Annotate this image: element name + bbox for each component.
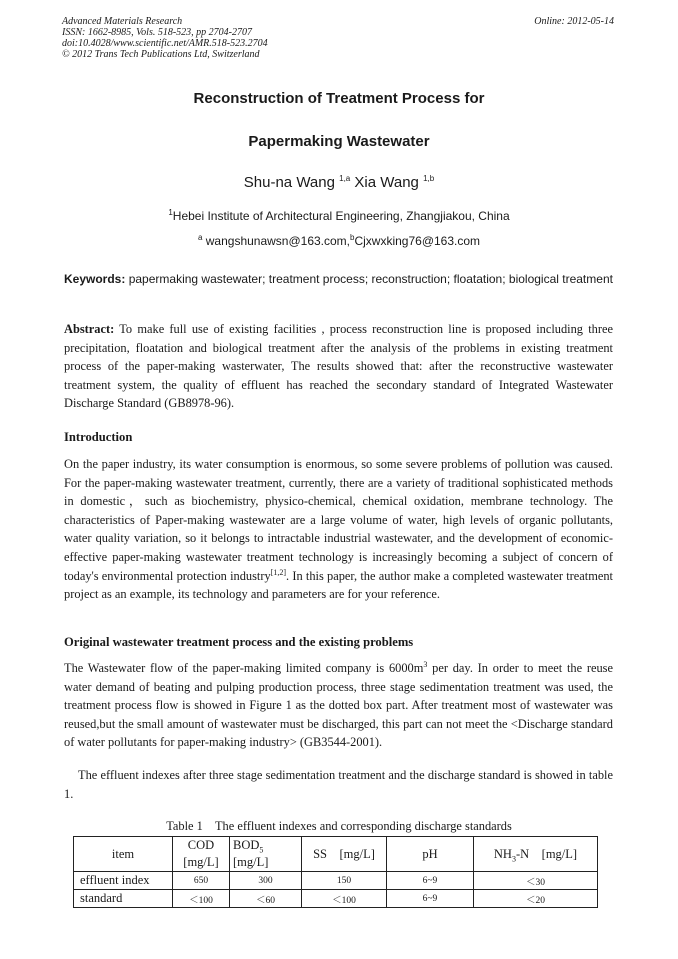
table-caption: Table 1 The effluent indexes and corresponding discharge standards [166, 819, 512, 833]
issn-line: ISSN: 1662-8985, Vols. 518-523, pp 2704-2707 [62, 27, 252, 38]
abstract-label: Abstract: [64, 322, 115, 336]
online-date: Online: 2012-05-14 [534, 16, 614, 27]
cell-ph: 6~9 [387, 872, 474, 890]
doi-line: doi:10.4028/www.scientific.net/AMR.518-523.2704 [62, 38, 268, 49]
header-ss: SS [mg/L] [302, 837, 387, 872]
cell-ss: 150 [302, 872, 387, 890]
effluent-table [73, 836, 598, 908]
cell-nh3n: ＜30 [474, 872, 598, 890]
paper-title-line2: Papermaking Wastewater [248, 133, 430, 150]
section2-paragraph-1 [64, 659, 613, 752]
introduction-text: On the paper industry, its water consumption is enormous, so some severe problems of pollution was caused. For the paper-making wastewater treatment, currently, there are a variety of traditional sophisticated methods in domestic，such as biochemistry, physico-chemical, chemical oxidation, membrane technology. The characteristics of Paper-making wastewater are a large volume of water, high levels of organic pollutants, water quality variation, so it belongs to intractable industrial wastewater, and the development of economic-effective paper-making wastewater treatment technology is increasingly becoming a subject of concern of today's environmental protection industry [64, 457, 613, 583]
keywords-text: papermaking wastewater; treatment process; reconstruction; floatation; biological treatment [128, 272, 613, 286]
cell-ph: 6~9 [387, 890, 474, 908]
cell-bod: ＜60 [230, 890, 302, 908]
introduction-text-end: . In this paper, the author make a completed wastewater treatment project as an example, its technology and parameters are for your reference. [64, 568, 613, 602]
header-bod-unit: [mg/L] [233, 855, 269, 869]
table-row [74, 890, 598, 908]
header-item: item [74, 837, 173, 872]
section2-text-2: The effluent indexes after three stage sedimentation treatment and the discharge standard is showed in table 1. [64, 768, 613, 801]
header-cod-unit: [mg/L] [183, 855, 219, 869]
row-item-label: standard [74, 890, 173, 908]
affiliation-text: Hebei Institute of Architectural Engineering, Zhangjiakou, China [172, 209, 510, 223]
section2-paragraph-2 [64, 766, 613, 803]
row-item-label: effluent index [74, 872, 173, 890]
cubic-superscript: 3 [423, 659, 428, 669]
header-cod-label: COD [187, 838, 215, 852]
author-1-affiliation-mark: 1,a [339, 174, 351, 183]
introduction-heading: Introduction [64, 430, 133, 444]
email-b-mark: b [350, 233, 355, 242]
cell-cod: ＜100 [173, 890, 230, 908]
cell-nh3n: ＜20 [474, 890, 598, 908]
abstract-text: To make full use of existing facilities , process reconstruction line is proposed including three precipitation, floatation and biological treatment after the analysis of the problems in existing treatment process of the paper-making wasterwater, The results showed that: after the reconstructive wastewater treatment system, the quality of effluent has reached the secondary standard of Integrated Wastewater Discharge Standard (GB8978-96). [64, 322, 613, 411]
paper-title-line1: Reconstruction of Treatment Process for [193, 90, 485, 107]
cell-bod: 300 [230, 872, 302, 890]
affiliation-mark: 1 [168, 208, 173, 217]
author-2-affiliation-mark: 1,b [423, 174, 435, 183]
section-heading-original-process: Original wastewater treatment process and the existing problems [64, 635, 414, 649]
email-a-mark: a [197, 233, 203, 242]
table-header-row [74, 837, 598, 872]
author-2: Xia Wang [354, 174, 419, 191]
introduction-paragraph [64, 455, 613, 604]
keywords-label: Keywords: [64, 272, 126, 286]
cell-cod: 650 [173, 872, 230, 890]
affiliation-line [0, 209, 678, 223]
abstract-block [64, 320, 613, 413]
email-b-link[interactable]: Cjxwxking76@163.com [354, 234, 481, 248]
copyright-line: © 2012 Trans Tech Publications Ltd, Switzerland [62, 49, 260, 60]
cell-ss: ＜100 [302, 890, 387, 908]
journal-header [62, 16, 268, 60]
header-cod [173, 837, 230, 872]
header-bod-label: $BOD_5$ [233, 838, 264, 855]
journal-name: Advanced Materials Research [62, 16, 183, 27]
authors-line [0, 174, 678, 191]
email-line [0, 234, 678, 248]
header-nh3n: $NH_3-N$ [mg/L] [474, 837, 598, 872]
header-bod [230, 837, 302, 872]
section2-text-1b: per day. In order to meet the reuse water demand of beating and pulping production process, three stage sedimentation treatment was used, the treatment process flow is showed in Figure 1 as the dotted box part. After treatment most of wastewater was reused,but the small amount of wastewater must be discharged, this part can not meet the <Discharge standard of water pollutants for paper-making industry> (GB3544-2001). [64, 661, 613, 750]
author-1: Shu-na Wang [243, 174, 335, 191]
section2-text-1a: The Wastewater flow of the paper-making limited company is 6000m [64, 661, 424, 675]
table-row [74, 872, 598, 890]
email-a-link[interactable]: wangshunawsn@163.com, [205, 234, 351, 248]
keywords-block [64, 270, 613, 288]
citation-ref[interactable]: [1,2] [270, 567, 287, 577]
header-ph: pH [387, 837, 474, 872]
